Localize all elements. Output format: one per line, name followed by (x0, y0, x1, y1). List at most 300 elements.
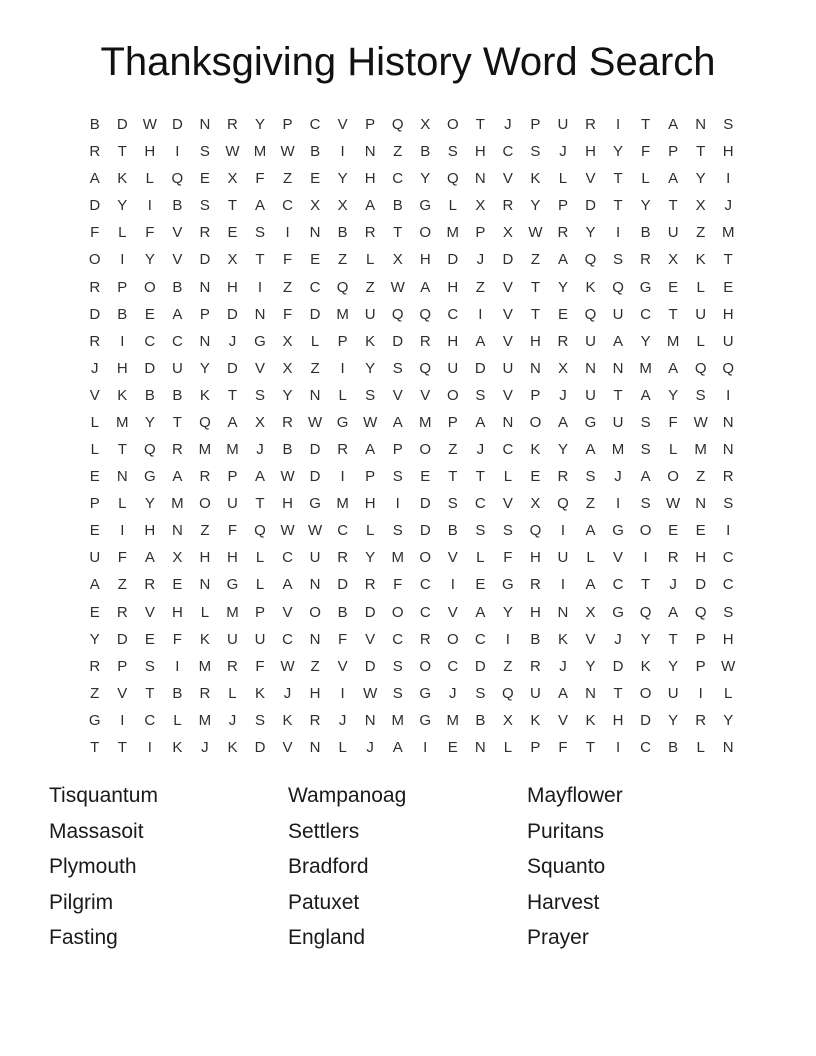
grid-letter: R (89, 657, 101, 675)
grid-letter: V (172, 224, 183, 242)
grid-letter: T (641, 116, 651, 134)
grid-letter: W (390, 278, 405, 296)
grid-letter: L (586, 549, 595, 567)
grid-letter: A (585, 522, 596, 540)
word-item: England (288, 926, 366, 950)
grid-letter: Y (695, 170, 706, 188)
grid-letter: N (309, 738, 321, 756)
grid-letter: D (364, 657, 376, 675)
grid-letter: S (392, 522, 403, 540)
grid-letter: P (227, 468, 238, 486)
grid-letter: P (117, 278, 128, 296)
grid-letter: E (723, 278, 734, 296)
word-list-column (527, 778, 623, 956)
grid-letter: I (423, 738, 428, 756)
grid-letter: S (475, 386, 486, 404)
grid-letter: S (502, 522, 513, 540)
grid-letter: B (310, 143, 321, 161)
grid-letter: B (668, 738, 679, 756)
grid-letter: S (392, 468, 403, 486)
grid-letter: R (227, 116, 238, 134)
grid-letter: C (640, 738, 652, 756)
grid-letter: E (447, 738, 458, 756)
grid-letter: K (530, 170, 541, 188)
word-item: Fasting (49, 926, 118, 950)
grid-letter: V (89, 386, 100, 404)
grid-letter: U (227, 630, 238, 648)
grid-letter: N (309, 630, 321, 648)
grid-letter: Y (668, 711, 679, 729)
grid-letter: N (722, 441, 734, 459)
grid-letter: I (615, 738, 621, 756)
grid-letter: Y (668, 657, 679, 675)
grid-letter: I (505, 630, 510, 648)
grid-letter: Z (117, 576, 127, 594)
grid-letter: E (310, 251, 321, 269)
grid-letter: H (171, 603, 183, 621)
grid-letter: E (420, 468, 431, 486)
grid-letter: S (392, 359, 403, 377)
grid-letter: G (419, 197, 432, 215)
grid-letter: T (117, 143, 127, 161)
grid-letter: U (557, 549, 569, 567)
grid-letter: L (696, 278, 705, 296)
grid-letter: O (88, 251, 101, 269)
grid-letter: W (280, 143, 295, 161)
grid-letter: C (337, 522, 349, 540)
grid-letter: U (447, 359, 459, 377)
grid-letter: I (560, 522, 566, 540)
grid-letter: R (557, 224, 569, 242)
grid-letter: O (391, 603, 404, 621)
grid-letter: E (475, 576, 486, 594)
grid-letter: W (693, 413, 708, 431)
grid-letter: D (199, 251, 211, 269)
grid-letter: I (120, 711, 125, 729)
grid-letter: C (282, 197, 293, 215)
grid-letter: R (364, 224, 376, 242)
grid-letter: R (199, 224, 211, 242)
grid-letter: N (199, 278, 211, 296)
grid-letter: Y (530, 197, 541, 215)
grid-letter: Q (199, 413, 211, 431)
grid-letter: K (530, 711, 541, 729)
grid-letter: M (694, 441, 707, 459)
grid-letter: U (89, 549, 101, 567)
grid-letter: Q (584, 251, 597, 269)
grid-letter: N (199, 332, 211, 350)
grid-letter: A (172, 468, 183, 486)
grid-letter: K (172, 738, 183, 756)
grid-letter: N (557, 603, 569, 621)
grid-letter: C (447, 305, 459, 323)
grid-letter: U (502, 359, 514, 377)
grid-letter: P (530, 738, 541, 756)
grid-letter: D (364, 603, 376, 621)
grid-letter: D (116, 116, 128, 134)
grid-letter: A (365, 197, 376, 215)
grid-letter: H (419, 251, 431, 269)
grid-letter: H (364, 495, 376, 513)
grid-letter: Z (503, 657, 513, 675)
grid-letter: T (255, 251, 265, 269)
grid-letter: T (117, 738, 127, 756)
grid-letter: W (528, 224, 543, 242)
grid-letter: D (612, 657, 624, 675)
grid-letter: A (668, 170, 679, 188)
grid-letter: Y (668, 386, 679, 404)
grid-letter: V (392, 386, 403, 404)
grid-letter: C (392, 170, 404, 188)
grid-letter: B (89, 116, 100, 134)
grid-letter: W (721, 657, 736, 675)
grid-letter: J (559, 657, 567, 675)
grid-letter: D (309, 468, 321, 486)
grid-letter: E (89, 522, 100, 540)
grid-letter: I (726, 386, 731, 404)
grid-letter: Q (419, 305, 432, 323)
grid-letter: R (337, 441, 349, 459)
grid-letter: Q (529, 522, 542, 540)
grid-letter: L (696, 332, 705, 350)
grid-letter: H (530, 332, 541, 350)
grid-letter: D (585, 197, 596, 215)
grid-letter: G (309, 495, 321, 513)
grid-letter: N (502, 413, 514, 431)
grid-letter: B (337, 224, 348, 242)
grid-letter: M (226, 603, 239, 621)
grid-letter: O (529, 413, 542, 431)
grid-letter: K (227, 738, 238, 756)
grid-letter: V (172, 251, 183, 269)
grid-letter: S (723, 116, 734, 134)
grid-letter: P (557, 197, 568, 215)
grid-letter: U (171, 359, 183, 377)
grid-letter: S (640, 413, 651, 431)
grid-letter: U (722, 332, 734, 350)
grid-letter: J (228, 332, 237, 350)
grid-letter: N (116, 468, 128, 486)
grid-letter: M (391, 711, 404, 729)
grid-letter: X (310, 197, 321, 215)
grid-letter: W (225, 143, 240, 161)
grid-letter: P (89, 495, 100, 513)
grid-letter: R (199, 468, 211, 486)
grid-letter: R (144, 576, 156, 594)
grid-letter: O (446, 630, 459, 648)
grid-letter: L (200, 603, 210, 621)
grid-letter: L (503, 468, 513, 486)
grid-letter: C (309, 116, 321, 134)
grid-letter: D (695, 576, 707, 594)
grid-letter: S (475, 684, 486, 702)
grid-letter: L (255, 576, 265, 594)
grid-letter: Q (639, 603, 652, 621)
word-item: Prayer (527, 926, 589, 950)
grid-letter: A (89, 576, 100, 594)
grid-letter: A (255, 197, 266, 215)
grid-letter: W (142, 116, 157, 134)
grid-letter: G (502, 576, 514, 594)
grid-letter: V (282, 738, 293, 756)
grid-letter: D (419, 522, 431, 540)
grid-letter: S (640, 495, 651, 513)
grid-letter: P (255, 603, 266, 621)
grid-letter: Y (557, 278, 568, 296)
grid-letter: I (478, 305, 483, 323)
grid-letter: T (613, 197, 623, 215)
grid-letter: T (668, 197, 678, 215)
grid-letter: M (171, 495, 184, 513)
grid-letter: S (255, 224, 266, 242)
grid-letter: F (172, 630, 182, 648)
grid-letter: M (116, 413, 129, 431)
grid-letter: K (199, 386, 210, 404)
grid-letter: E (172, 576, 183, 594)
grid-letter: F (668, 413, 678, 431)
grid-letter: S (613, 251, 624, 269)
grid-letter: J (449, 684, 457, 702)
grid-letter: J (559, 386, 567, 404)
grid-letter: Y (640, 197, 651, 215)
grid-letter: Z (90, 684, 100, 702)
grid-letter: X (668, 251, 679, 269)
grid-letter: L (228, 684, 237, 702)
grid-letter: D (337, 576, 349, 594)
grid-letter: Y (640, 332, 651, 350)
grid-letter: G (336, 413, 349, 431)
grid-letter: L (338, 738, 347, 756)
grid-letter: C (309, 278, 321, 296)
word-list (0, 778, 816, 978)
grid-letter: Q (391, 116, 404, 134)
grid-letter: M (391, 549, 404, 567)
grid-letter: T (448, 468, 458, 486)
grid-letter: I (698, 684, 703, 702)
grid-letter: Z (338, 251, 348, 269)
grid-letter: A (668, 603, 679, 621)
grid-letter: R (199, 684, 211, 702)
grid-letter: X (585, 603, 596, 621)
grid-letter: T (255, 495, 265, 513)
grid-letter: B (530, 630, 541, 648)
grid-letter: B (475, 711, 486, 729)
grid-letter: H (585, 143, 596, 161)
grid-letter: X (475, 197, 486, 215)
grid-letter: K (117, 170, 128, 188)
word-item: Bradford (288, 855, 369, 879)
grid-letter: M (253, 143, 267, 161)
grid-letter: U (364, 305, 376, 323)
grid-letter: X (227, 251, 238, 269)
grid-letter: J (366, 738, 374, 756)
grid-letter: A (475, 603, 486, 621)
grid-letter: F (282, 251, 293, 269)
grid-letter: U (557, 116, 569, 134)
grid-letter: X (502, 711, 513, 729)
grid-letter: D (116, 630, 128, 648)
grid-letter: K (117, 386, 128, 404)
grid-letter: K (530, 441, 541, 459)
grid-letter: P (365, 116, 376, 134)
grid-letter: U (309, 549, 321, 567)
grid-letter: C (502, 441, 514, 459)
grid-letter: F (393, 576, 403, 594)
grid-letter: L (558, 170, 568, 188)
grid-letter: N (254, 305, 266, 323)
grid-letter: O (419, 441, 432, 459)
grid-letter: F (255, 657, 265, 675)
grid-letter: H (309, 684, 321, 702)
grid-letter: C (474, 495, 486, 513)
grid-letter: D (419, 495, 431, 513)
grid-letter: D (392, 332, 404, 350)
grid-letter: P (695, 630, 706, 648)
grid-letter: R (557, 468, 569, 486)
grid-letter: A (282, 576, 293, 594)
grid-letter: R (530, 657, 541, 675)
word-item: Harvest (527, 890, 600, 914)
grid-letter: E (199, 170, 210, 188)
grid-letter: Q (336, 278, 349, 296)
grid-letter: Y (613, 143, 624, 161)
grid-letter: T (530, 305, 541, 323)
grid-letter: T (530, 278, 541, 296)
grid-letter: A (668, 116, 679, 134)
grid-letter: I (175, 143, 180, 161)
grid-letter: C (502, 143, 514, 161)
grid-letter: N (199, 576, 211, 594)
grid-letter: S (255, 386, 266, 404)
grid-letter: B (172, 386, 183, 404)
grid-letter: S (723, 495, 734, 513)
grid-letter: X (392, 251, 403, 269)
grid-letter: C (447, 657, 459, 675)
grid-letter: I (175, 657, 180, 675)
grid-letter: T (723, 251, 733, 269)
grid-letter: A (392, 738, 403, 756)
grid-letter: C (144, 711, 156, 729)
grid-letter: C (640, 305, 652, 323)
grid-letter: A (255, 468, 266, 486)
grid-letter: Z (365, 278, 375, 296)
grid-letter: A (585, 576, 596, 594)
grid-letter: U (585, 332, 596, 350)
grid-letter: R (419, 630, 431, 648)
word-item: Wampanoag (288, 784, 407, 807)
grid-letter: C (612, 576, 624, 594)
grid-letter: H (722, 305, 734, 323)
grid-letter: F (558, 738, 568, 756)
grid-letter: I (615, 495, 621, 513)
grid-letter: O (419, 657, 432, 675)
grid-letter: T (696, 143, 706, 161)
grid-letter: Y (144, 251, 155, 269)
grid-letter: H (447, 332, 459, 350)
grid-letter: I (340, 143, 345, 161)
grid-letter: Q (254, 522, 266, 540)
grid-letter: O (667, 468, 679, 486)
grid-letter: O (639, 684, 652, 702)
page-title: Thanksgiving History Word Search (100, 40, 716, 84)
grid-letter: Y (117, 197, 128, 215)
grid-letter: R (722, 468, 734, 486)
grid-letter: C (419, 603, 431, 621)
grid-letter: Y (640, 630, 651, 648)
grid-letter: Q (502, 684, 514, 702)
grid-letter: I (643, 549, 648, 567)
grid-letter: A (668, 359, 679, 377)
grid-letter: P (392, 441, 403, 459)
grid-letter: E (310, 170, 321, 188)
grid-letter: C (282, 630, 293, 648)
grid-letter: W (666, 495, 681, 513)
grid-letter: Z (393, 143, 403, 161)
grid-letter: N (364, 711, 376, 729)
grid-letter: M (336, 305, 349, 323)
grid-letter: Q (391, 305, 404, 323)
grid-letter: H (474, 143, 486, 161)
grid-letter: T (227, 197, 238, 215)
grid-letter: N (585, 684, 596, 702)
grid-letter: R (116, 603, 128, 621)
grid-letter: V (613, 549, 624, 567)
grid-letter: X (227, 170, 238, 188)
grid-letter: T (668, 305, 678, 323)
grid-letter: Q (694, 603, 707, 621)
grid-letter: U (612, 413, 624, 431)
grid-letter: I (340, 468, 345, 486)
grid-letter: F (117, 549, 127, 567)
grid-letter: J (724, 197, 732, 215)
grid-letter: Z (282, 170, 293, 188)
grid-letter: T (117, 441, 127, 459)
grid-letter: Y (255, 116, 266, 134)
grid-letter: E (89, 468, 100, 486)
grid-letter: L (145, 170, 155, 188)
grid-letter: Z (200, 522, 210, 540)
grid-letter: H (144, 522, 156, 540)
grid-letter: R (89, 278, 101, 296)
grid-letter: S (640, 441, 651, 459)
grid-letter: H (530, 549, 541, 567)
grid-letter: D (89, 197, 101, 215)
grid-letter: K (585, 711, 596, 729)
grid-letter: G (639, 278, 652, 296)
grid-letter: T (172, 413, 182, 431)
grid-letter: N (474, 738, 486, 756)
grid-letter: M (226, 441, 239, 459)
grid-letter: V (585, 170, 596, 188)
grid-letter: M (336, 495, 349, 513)
word-list-column (288, 778, 406, 956)
grid-letter: N (530, 359, 541, 377)
grid-letter: E (695, 522, 706, 540)
grid-letter: H (530, 603, 541, 621)
grid-letter: C (419, 576, 431, 594)
grid-letter: Y (557, 441, 568, 459)
grid-letter: F (90, 224, 100, 242)
grid-letter: A (557, 684, 568, 702)
grid-letter: B (447, 522, 458, 540)
grid-letter: V (255, 359, 266, 377)
grid-letter: O (639, 522, 652, 540)
grid-letter: M (446, 224, 460, 242)
grid-letter: U (667, 224, 679, 242)
grid-letter: J (669, 576, 677, 594)
grid-letter: U (585, 386, 596, 404)
grid-letter: L (90, 441, 99, 459)
